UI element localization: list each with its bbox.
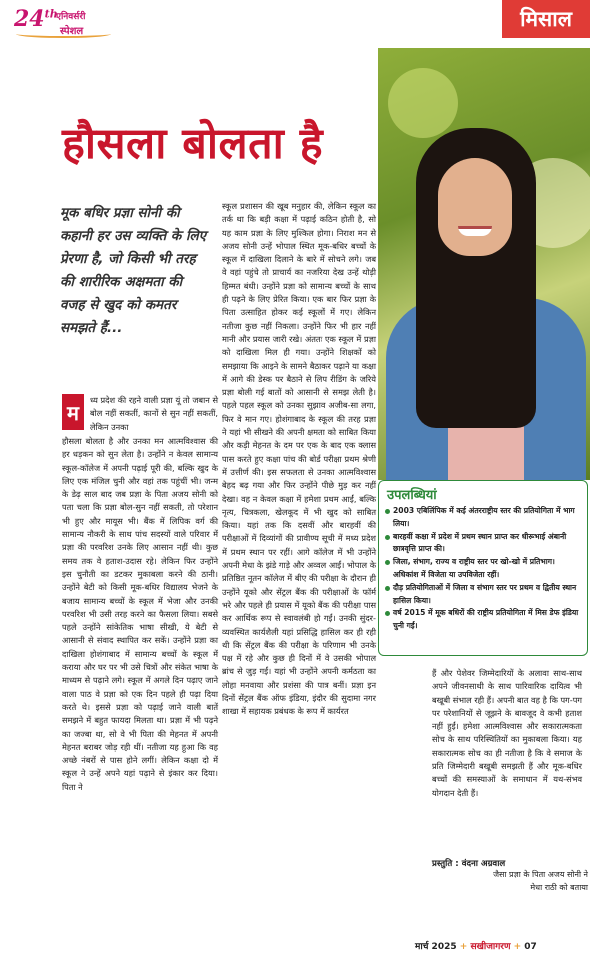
page-footer: मार्च 2025 + सखीजागरण + 07: [415, 942, 537, 952]
achievement-item: 2003 एबिलिंपिक में कई अंतरराष्ट्रीय स्तर की प्रतियोगिता में भाग लिया।: [385, 505, 581, 531]
anniversary-logo: [14, 6, 124, 40]
achievements-title: उपलब्धियां: [387, 488, 437, 503]
footer-issue: मार्च 2025: [415, 942, 457, 952]
credit-name: वंदना अग्रवाल: [461, 859, 506, 869]
credit: [432, 857, 505, 869]
achievement-item: वर्ष 2015 में मूक बधिरों की राष्ट्रीय प्रतियोगिता में मिस डेफ इंडिया चुनी गईं।: [385, 607, 581, 633]
body-column-1-top: ध्य प्रदेश की रहने वाली प्रज्ञा यूं तो जबान से बोल नहीं सकतीं, कानों से सुन नहीं सकतीं, लेकिन उनका: [90, 395, 218, 432]
section-tag: मिसाल: [502, 0, 590, 38]
body-column-3: हैं और पेशेवर जिम्मेदारियों के अलावा साथ-साथ अपने जीवनसाथी के साथ पारिवारिक दायित्व भी बखूबी संभाल रही हैं। अपनी बात वह है कि पग-पग पर परेशानियों से जूझने के बावजूद वे कभी हताश नहीं हुईं। हमेशा आत्मविश्वास और सकारात्मकता सोच के साथ परिस्थितियों का मुकाबला किया। यह सकारात्मक सोच का ही नतीजा है कि वे समाज के प्रति जिम्मेदारी बखूबी समझती हैं और मूक-बधिर बच्चों की समस्याओं के समाधान में यथ-संभव योगदान देती हैं।: [432, 668, 582, 798]
achievement-item: जिला, संभाग, राज्य व राष्ट्रीय स्तर पर खो-खो में प्रतिभाग। अधिकांश में विजेता या उपविजेता रहीं।: [385, 556, 581, 582]
portrait-photo: [378, 48, 590, 480]
headline: हौसला बोलता है: [62, 119, 324, 169]
page-number: 07: [524, 942, 537, 952]
intro-deck: मूक बधिर प्रज्ञा सोनी की कहानी हर उस व्यक्ति के लिए प्रेरणा है, जो किसी भी तरह की शारीरिक अक्षमता की वजह से खुद को कमतर समझते हैं...: [60, 205, 207, 336]
anniversary-line1: एनिवर्सरी: [56, 12, 86, 22]
footer-brand: सखीजागरण: [470, 942, 511, 952]
achievements-list: [385, 505, 581, 633]
credit-caption: जैसा प्रज्ञा के पिता अजय सोनी ने मेधा राठी को बताया: [493, 870, 588, 892]
anniversary-line2: स्पेशल: [60, 26, 84, 37]
achievement-item: बारहवीं कक्षा में प्रदेश में प्रथम स्थान प्राप्त कर धीरूभाई अंबानी छात्रवृत्ति प्राप्त की।: [385, 531, 581, 557]
achievement-item: दौड़ प्रतियोगिताओं में जिला व संभाग स्तर पर प्रथम व द्वितीय स्थान हासिल किया।: [385, 582, 581, 608]
achievements-box: [378, 480, 588, 656]
body-column-1: हौसला बोलता है और उनका मन आत्मविश्वास की हर धड़कन को सुन लेता है। उन्होंने न केवल सामान्य स्कूल-कॉलेज में अपनी पढ़ाई पूरी की, बल्कि खुद के लिए एक मंजिल चुनी और वहां तक पहुंचीं भी। जन्म के डेढ़ साल बाद जब प्रज्ञा के पिता अजय सोनी को पता चला कि प्रज्ञा बोल-सुन नहीं सकती, तो परेशान भी हुए और मायूस भी। बैंक में लिपिक वर्ग की सामान्य नौकरी के साथ पांच सदस्यों वाले परिवार में प्रज्ञा की परवरिश उनके लिए आसान नहीं थी। कुछ समय तक वे हताश-उदास रहे। लेकिन फिर उन्होंने इस चुनौती का डटकर मुकाबला करने की ठानी। उन्होंने बेटी को किसी मूक-बधिर विद्यालय भेजने के बजाय सामान्य बच्चों के स्कूल में भेजा और उनकी परवरिश भी उसी तरह करने का फैसला लिया। सबसे पहले उन्होंने सांकेतिक भाषा सीखी, ये बेटी से आसानी से संवाद स्थापित कर सकें। उन्होंने प्रज्ञा का दाखिला होशंगाबाद में सामान्य बच्चों के स्कूल में कराया और घर पर भी उसे चित्रों और संकेत भाषा के माध्यम से पढ़ाने लगे। स्कूल में अगले दिन पढ़ाए जाने वाला पाठ वे प्रज्ञा को एक दिन पहले ही पढ़ा दिया करते थे। इससे प्रज्ञा को पढ़ाई जाने वाली बातें समझने में बहुत फायदा मिलता था। प्रज्ञा में भी पढ़ने का जज्बा था, सो वे भी पिता की मेहनत में अपनी मेहनत बराबर जोड़ रही थीं। नतीजा यह हुआ कि वह अच्छे नंबरों से पास होने लगीं। लेकिन कक्षा दो में स्कूल ने उन्हें अपने यहां पढ़ाने से इंकार कर दिया। पिता ने: [62, 436, 218, 792]
anniversary-number: 24th: [14, 6, 58, 32]
body-column-2: स्कूल प्रशासन की खूब मनुहार की, लेकिन स्कूल का तर्क था कि बड़ी कक्षा में पढ़ाई कठिन होती है, सो यह काम प्रज्ञा के लिए मुश्किल होगा। निराश मन से अजय सोनी उन्हें भोपाल स्थित मूक-बधिर बच्चों के स्कूल में दाखिला दिलाने के बारे में सोचने लगे। जब वे वहां पहुंचे तो प्राचार्य का नजरिया देख उन्हें थोड़ी हिम्मत बंधी। उन्होंने प्रज्ञा को सामान्य बच्चों के साथ ही पढ़ने के लिए प्रेरित किया। एक बार फिर प्रज्ञा के पिता उत्साहित होकर कई स्कूलों में गए। लेकिन नतीजा कुछ नहीं निकला। उन्होंने फिर भी हार नहीं मानी और प्रयास जारी रखे। अंततः एक स्कूल में प्रज्ञा को दाखिला मिल ही गया। उन्होंने शिक्षकों को समझाया कि आइने के सामने बैठाकर पढ़ाने या कक्षा में आगे की डेस्क पर बैठाने से लिप रीडिंग के जरिये प्रज्ञा बोली गई बातों को आसानी से समझ लेती है। पहले पहल स्कूल को उनका सुझाव अजीब-सा लगा, फिर वे मान गए। होशंगाबाद के स्कूल की तरह प्रज्ञा ने यहां भी सीखने की अपनी क्षमता को साबित किया और कड़ी मेहनत के दम पर एक के बाद एक क्लास पास करते हुए कक्षा पांच की बोर्ड परीक्षा प्रथम श्रेणी में उत्तीर्ण की। इस सफलता से उनका आत्मविश्वास बेहद बढ़ गया और फिर उन्होंने पीछे मुड़ कर नहीं देखा। वह न केवल कक्षा में हमेशा प्रथम आईं, बल्कि नृत्य, चित्रकला, खेलकूद में भी खुद को साबित किया। यहां तक कि दसवीं और बारहवीं की परीक्षाओं में दिव्यांगों की प्रावीण्य सूची में मध्य प्रदेश में प्रथम स्थान पर रहीं। आगे कॉलेज में भी उन्होंने अपनी मेधा के झंडे गाड़े और अव्वल आईं। भोपाल के प्रतिष्ठित नूतन कॉलेज में बीए की परीक्षा के दौरान ही उन्होंने यूको और सेंट्रल बैंक की परीक्षाओं के फॉर्म भरे और पहले ही प्रयास में यूको बैंक की परीक्षा पास कर आर्थिक रूप से स्वावलंबी हो गईं। उनकी सुंदर-व्यवस्थित कार्यशैली यहां प्रसिद्धि हासिल कर ही रही थी कि सेंट्रल बैंक की परीक्षा के परिणाम भी उनके पक्ष में रहे और कुछ ही दिनों में वे उसकी भोपाल ब्रांच से जुड़ गईं। यहां भी उन्होंने अपनी कर्मठता का लोहा मनवाया और प्रशंसा की पात्र बनीं। प्रज्ञा इन दिनों सेंट्रल बैंक ऑफ इंडिया, इंदौर की सुदामा नगर शाखा में सहायक प्रबंधक के रूप में कार्यरत: [222, 201, 376, 717]
drop-cap: म: [62, 394, 84, 430]
credit-label: प्रस्तुति :: [432, 859, 462, 869]
logo-swoosh-icon: [16, 30, 111, 38]
